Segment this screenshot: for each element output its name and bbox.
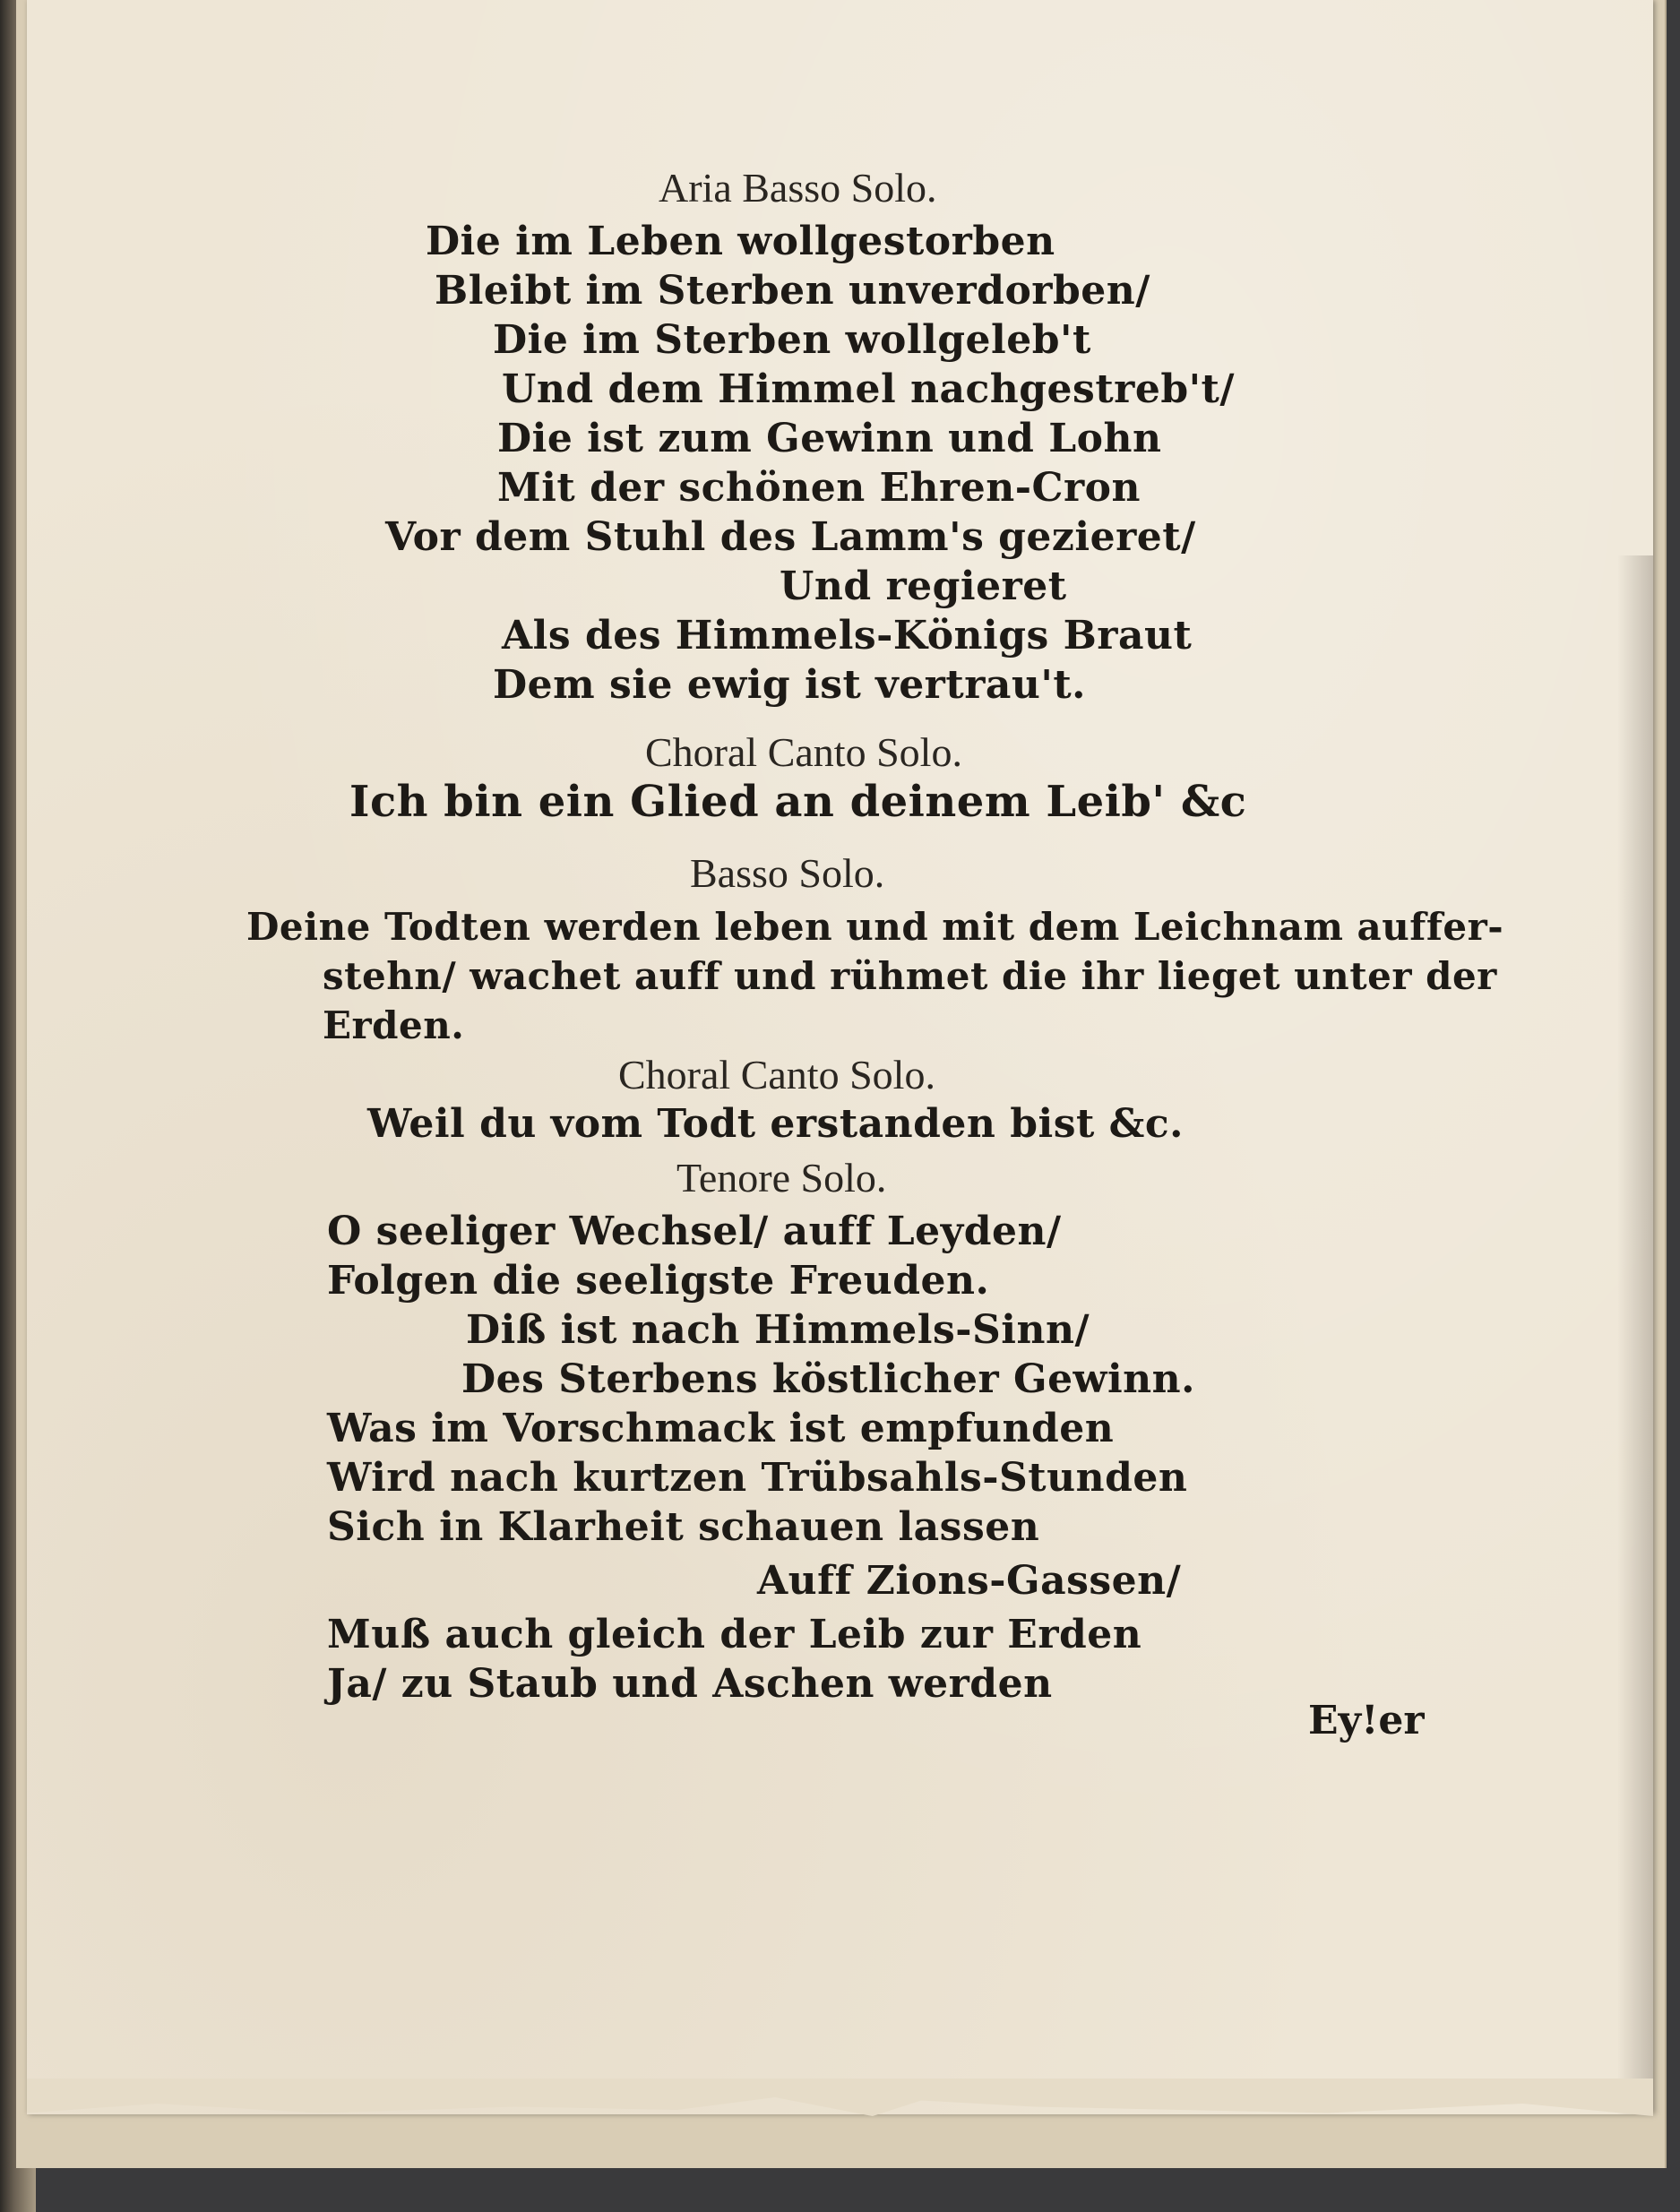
text-line: Vor dem Stuhl des Lamm's gezieret/ [385, 514, 1196, 560]
text-line: Mit der schönen Ehren-Cron [497, 465, 1142, 511]
text-line: stehn/ wachet auff und rühmet die ihr lieget unter der [323, 954, 1497, 998]
text-line: Was im Vorschmack ist empfunden [327, 1406, 1115, 1451]
text-line: Deine Todten werden leben und mit dem Leichnam auffer- [246, 905, 1504, 949]
section-heading: Basso Solo. [690, 850, 885, 896]
text-line: Ja/ zu Staub und Aschen werden [327, 1661, 1053, 1707]
text-line: Muß auch gleich der Leib zur Erden [327, 1612, 1142, 1657]
text-line: Folgen die seeligste Freuden. [327, 1258, 990, 1304]
section-heading: Tenore Solo. [676, 1155, 887, 1201]
text-line: Bleibt im Sterben unverdorben/ [435, 268, 1150, 314]
text-line: Und dem Himmel nachgestreb't/ [502, 366, 1235, 412]
text-line: Weil du vom Todt erstanden bist &c. [367, 1101, 1184, 1147]
text-line: Dem sie ewig ist vertrau't. [493, 662, 1086, 708]
text-line: Die im Sterben wollgeleb't [493, 317, 1091, 363]
text-line: Sich in Klarheit schauen lassen [327, 1504, 1040, 1550]
printed-text [27, 0, 1653, 2114]
section-heading: Choral Canto Solo. [645, 729, 962, 775]
text-line: O seeliger Wechsel/ auff Leyden/ [327, 1209, 1062, 1254]
text-line: Diß ist nach Himmels-Sinn/ [466, 1307, 1090, 1353]
text-line: Die ist zum Gewinn und Lohn [497, 416, 1162, 461]
text-line: Und regieret [780, 564, 1067, 609]
section-heading: Aria Basso Solo. [659, 165, 937, 211]
text-line: Auff Zions-Gassen/ [757, 1558, 1182, 1604]
catchword: Ey!er [1308, 1698, 1425, 1743]
book-page [27, 0, 1653, 2114]
text-line: Wird nach kurtzen Trübsahls-Stunden [327, 1455, 1188, 1501]
text-line: Als des Himmels-Königs Braut [502, 613, 1193, 658]
text-line: Des Sterbens köstlicher Gewinn. [461, 1356, 1195, 1402]
section-heading: Choral Canto Solo. [618, 1052, 935, 1097]
text-line: Erden. [323, 1003, 465, 1047]
text-line: Die im Leben wollgestorben [426, 219, 1055, 264]
text-line: Ich bin ein Glied an deinem Leib' &c [349, 777, 1247, 827]
